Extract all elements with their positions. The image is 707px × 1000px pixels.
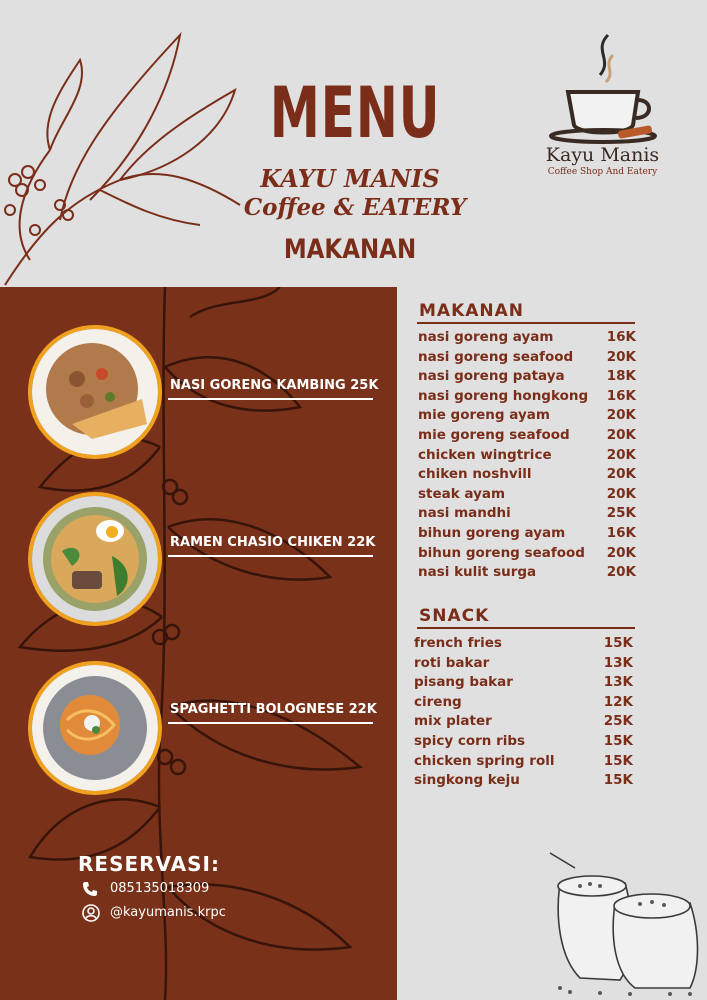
menu-item-name: nasi goreng ayam bbox=[418, 329, 554, 345]
menu-item-price: 15K bbox=[603, 772, 633, 789]
reservation-title: RESERVASI: bbox=[78, 852, 220, 876]
menu-item bbox=[418, 564, 636, 580]
menu-item-price: 25K bbox=[603, 713, 633, 730]
menu-item bbox=[414, 713, 633, 729]
menu-item bbox=[418, 486, 636, 502]
menu-item-price: 20K bbox=[606, 485, 636, 502]
menu-item-name: mie goreng seafood bbox=[418, 427, 570, 443]
reservation-phone[interactable]: 085135018309 bbox=[110, 881, 210, 896]
menu-item-name: nasi kulit surga bbox=[418, 564, 537, 581]
menu-item-price: 20K bbox=[606, 427, 636, 443]
featured-item-1: NASI GORENG KAMBING 25K bbox=[170, 378, 379, 393]
menu-item bbox=[418, 388, 636, 404]
menu-item bbox=[418, 466, 636, 482]
menu-item bbox=[414, 655, 633, 671]
menu-item-price: 20K bbox=[606, 564, 636, 581]
menu-item bbox=[414, 733, 633, 749]
featured-divider bbox=[168, 555, 373, 557]
menu-item bbox=[414, 694, 633, 710]
user-icon bbox=[82, 904, 100, 922]
brand-tagline: Coffee & EATERY bbox=[243, 194, 467, 221]
menu-item bbox=[414, 635, 633, 651]
menu-item bbox=[418, 505, 636, 521]
menu-item-price: 16K bbox=[606, 387, 636, 404]
menu-item-price: 16K bbox=[606, 329, 636, 345]
featured-image-2 bbox=[28, 492, 162, 626]
menu-item bbox=[414, 772, 633, 788]
menu-item-price: 15K bbox=[603, 635, 633, 651]
logo-subtitle: Coffee Shop And Eatery bbox=[547, 167, 658, 177]
logo-name: Kayu Manis bbox=[545, 144, 660, 166]
menu-item-name: cireng bbox=[414, 693, 462, 710]
menu-item-price: 20K bbox=[606, 348, 636, 365]
menu-item-name: pisang bakar bbox=[414, 674, 513, 691]
menu-item-price: 16K bbox=[606, 525, 636, 541]
menu-item bbox=[418, 427, 636, 443]
menu-item bbox=[418, 407, 636, 423]
phone-icon bbox=[82, 881, 98, 897]
menu-item-name: mix plater bbox=[414, 713, 492, 730]
menu-item-name: spicy corn ribs bbox=[414, 733, 526, 749]
menu-item-name: roti bakar bbox=[414, 654, 490, 671]
menu-item-price: 13K bbox=[603, 674, 633, 691]
menu-item-name: steak ayam bbox=[418, 485, 506, 502]
menu-item-name: nasi goreng seafood bbox=[418, 348, 574, 365]
menu-item-name: nasi mandhi bbox=[418, 505, 511, 522]
featured-item-3: SPAGHETTI BOLOGNESE 22K bbox=[170, 702, 377, 717]
reservation-instagram[interactable]: @kayumanis.krpc bbox=[110, 905, 226, 920]
menu-item-price: 20K bbox=[606, 407, 636, 424]
snack-title: SNACK bbox=[419, 606, 490, 626]
menu-item-name: chiken noshvill bbox=[418, 466, 532, 483]
featured-image-1 bbox=[28, 325, 162, 459]
menu-item-price: 12K bbox=[603, 693, 633, 710]
menu-item-name: chicken wingtrice bbox=[418, 446, 552, 463]
menu-item-price: 20K bbox=[606, 446, 636, 463]
coffee-branch-illustration bbox=[0, 30, 250, 290]
snack-underline bbox=[417, 627, 635, 629]
page-title: MENU bbox=[269, 72, 441, 154]
menu-item-name: singkong keju bbox=[414, 772, 520, 789]
menu-item-name: french fries bbox=[414, 635, 502, 651]
menu-item bbox=[418, 349, 636, 365]
menu-item-price: 20K bbox=[606, 466, 636, 483]
makanan-title: MAKANAN bbox=[419, 301, 525, 321]
menu-item bbox=[414, 753, 633, 769]
featured-image-3 bbox=[28, 661, 162, 795]
menu-item-name: nasi goreng hongkong bbox=[418, 387, 589, 404]
menu-item bbox=[418, 525, 636, 541]
menu-item-name: bihun goreng seafood bbox=[418, 544, 585, 561]
coffee-sacks-illustration bbox=[540, 848, 707, 998]
menu-item-name: chicken spring roll bbox=[414, 752, 555, 769]
menu-item bbox=[418, 368, 636, 384]
menu-item-price: 20K bbox=[606, 544, 636, 561]
featured-divider bbox=[168, 398, 373, 400]
menu-item bbox=[418, 329, 636, 345]
featured-divider bbox=[168, 722, 373, 724]
menu-item-name: bihun goreng ayam bbox=[418, 525, 566, 541]
menu-item-price: 15K bbox=[603, 733, 633, 749]
section-heading: MAKANAN bbox=[283, 234, 417, 265]
menu-item-name: mie goreng ayam bbox=[418, 407, 550, 424]
menu-item-price: 13K bbox=[603, 654, 633, 671]
makanan-underline bbox=[417, 322, 635, 324]
menu-item bbox=[418, 545, 636, 561]
menu-item bbox=[418, 447, 636, 463]
menu-item bbox=[414, 674, 633, 690]
brand-name: KAYU MANIS bbox=[260, 164, 440, 193]
featured-item-2: RAMEN CHASIO CHIKEN 22K bbox=[170, 535, 376, 550]
menu-item-name: nasi goreng pataya bbox=[418, 368, 565, 385]
menu-item-price: 25K bbox=[606, 505, 636, 522]
menu-item-price: 15K bbox=[603, 752, 633, 769]
menu-item-price: 18K bbox=[606, 368, 636, 385]
